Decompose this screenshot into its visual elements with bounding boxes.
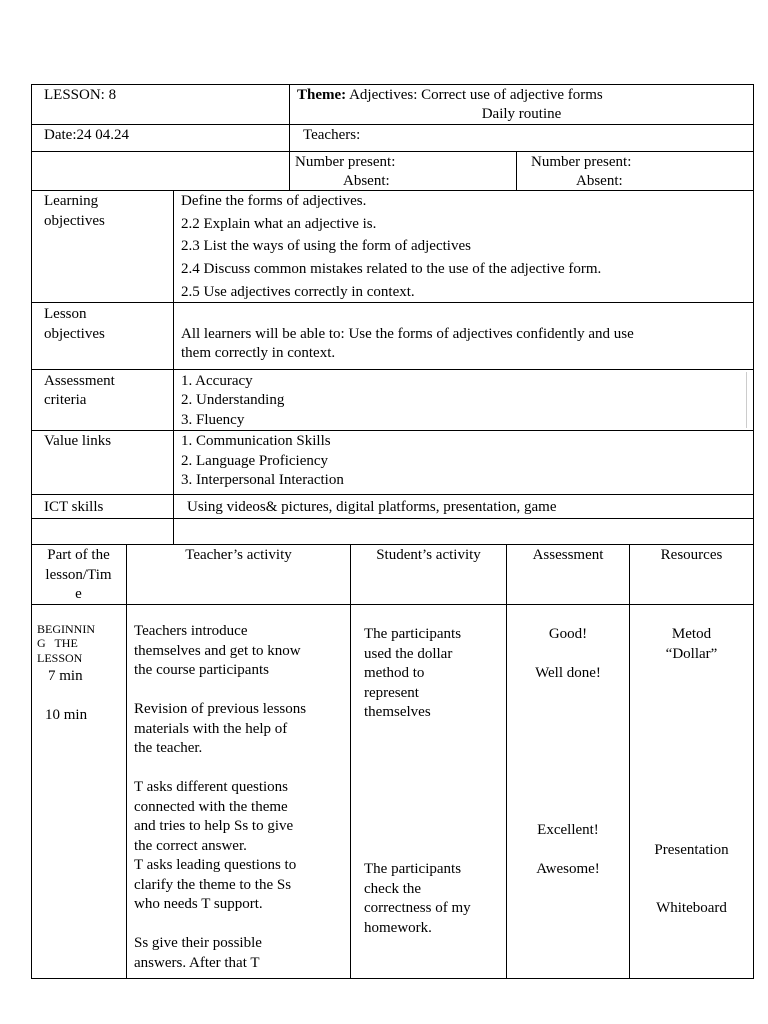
lesson-stage-label: LESSON [37,651,83,665]
student-activity-line: correctness of my [364,900,471,916]
table-border-right [753,84,754,979]
value-link-item: 1. Communication Skills [181,433,331,449]
student-activity-block [364,625,504,723]
column-header-part: Part of the [47,547,110,563]
objective-item: 2.4 Discuss common mistakes related to the use of the adjective form. [181,261,602,277]
teacher-activity-line: materials with the help of [134,720,288,737]
teacher-activity-line: who needs T support. [134,896,263,912]
value-link-item: 3. Interpersonal Interaction [181,472,344,488]
student-activity-line: homework. [364,919,432,936]
col-divider [350,544,351,979]
lesson-objectives-label: objectives [44,326,105,342]
row-divider [31,369,754,370]
lesson-objective-text: them correctly in context. [181,345,336,361]
column-header-teacher: Teacher’s activity [185,547,292,563]
value-links-label: Value links [44,433,112,449]
col-divider [173,190,174,545]
stage-time: 7 min [48,668,83,684]
teacher-activity-line: the course participants [134,662,269,678]
theme-value: Adjectives: Correct use of adjective forms [346,87,603,103]
student-activity-line: The participants [364,626,462,642]
resource-item: Metod [671,626,712,642]
lesson-stage-label: BEGINNIN [37,622,95,636]
teacher-activity-line: T asks leading questions to [134,857,297,873]
objective-item: Define the forms of adjectives. [181,193,367,209]
student-activity-line: represent [364,684,419,701]
teacher-activity-line: the teacher. [134,740,203,756]
ict-skills-value: Using videos& pictures, digital platforms, presentation, game [187,499,557,515]
number-present-label: Number present: [531,154,632,170]
col-divider [516,151,517,191]
assessment-phrase: Excellent! [537,822,599,838]
teacher-activity-line: themselves and get to know [134,642,301,659]
theme-label: Theme: [297,87,347,103]
student-activity-line: The participants [364,861,462,877]
student-activity-line: method to [364,665,425,681]
resource-item: “Dollar” [665,646,718,662]
col-divider-faint [746,372,747,428]
teacher-activity-line: and tries to help Ss to give [134,818,294,834]
teacher-activity [134,622,348,973]
row-divider [31,604,754,605]
row-divider [31,151,754,152]
table-border-left [31,84,32,979]
lesson-stage-label: G THE [37,636,78,650]
resource-item: Whiteboard [656,900,727,916]
col-divider [289,84,290,191]
teacher-activity-line: Revision of previous lessons [134,701,307,717]
objective-item: 2.5 Use adjectives correctly in context. [181,284,415,300]
column-header-part: e [75,586,82,602]
teachers-label: Teachers: [303,127,361,143]
student-activity-line: check the [364,880,422,897]
teacher-activity-line: Ss give their possible [134,935,262,951]
learning-objectives-label: objectives [44,213,105,229]
student-activity-line: themselves [364,704,431,720]
col-divider [126,544,127,979]
row-divider [31,190,754,191]
row-divider [31,518,754,519]
student-activity-block [364,860,504,938]
lesson-number: LESSON: 8 [44,87,117,103]
criteria-item: 2. Understanding [181,392,285,408]
assessment-phrase: Good! [548,626,588,642]
stage-time: 10 min [45,707,88,723]
teacher-activity-line: clarify the theme to the Ss [134,876,292,893]
ict-skills-label: ICT skills [44,499,104,515]
date: Date:24 04.24 [44,127,129,143]
assessment-criteria-label: criteria [44,392,87,408]
assessment-criteria-label: Assessment [44,373,115,389]
teacher-activity-line: Teachers introduce [134,623,248,639]
teacher-activity-line: the correct answer. [134,837,247,854]
row-divider [31,544,754,545]
teacher-activity-line [134,759,348,779]
row-divider [31,430,754,431]
resource-item: Presentation [654,842,729,858]
theme-line [297,86,603,106]
column-header-assessment: Assessment [532,547,604,563]
col-divider [506,544,507,979]
teacher-activity-line [134,915,348,935]
theme-subtitle: Daily routine [481,106,562,122]
assessment-phrase: Well done! [535,665,601,681]
column-header-part: lesson/Tim [45,567,112,583]
absent-label: Absent: [343,173,390,189]
teacher-activity-line: answers. After that T [134,954,260,971]
lesson-objectives-label: Lesson [44,306,87,322]
teacher-activity-line: connected with the theme [134,798,288,815]
learning-objectives-label: Learning [44,193,99,209]
table-border-top [31,84,754,85]
number-present-label: Number present: [295,154,396,170]
column-header-student: Student’s activity [376,547,481,563]
teacher-activity-line [134,681,348,701]
row-divider [31,494,754,495]
absent-label: Absent: [576,173,623,189]
table-border-bottom [31,978,754,979]
objective-item: 2.3 List the ways of using the form of adjectives [181,238,471,254]
lesson-objective-text: All learners will be able to: Use the forms of adjectives confidently and use [181,326,634,342]
assessment-phrase: Awesome! [536,861,600,877]
student-activity-line: used the dollar [364,645,453,662]
teacher-activity-line: T asks different questions [134,779,289,795]
criteria-item: 1. Accuracy [181,373,253,389]
criteria-item: 3. Fluency [181,412,245,428]
column-header-resources: Resources [660,547,723,563]
objective-item: 2.2 Explain what an adjective is. [181,216,377,232]
value-link-item: 2. Language Proficiency [181,453,329,469]
